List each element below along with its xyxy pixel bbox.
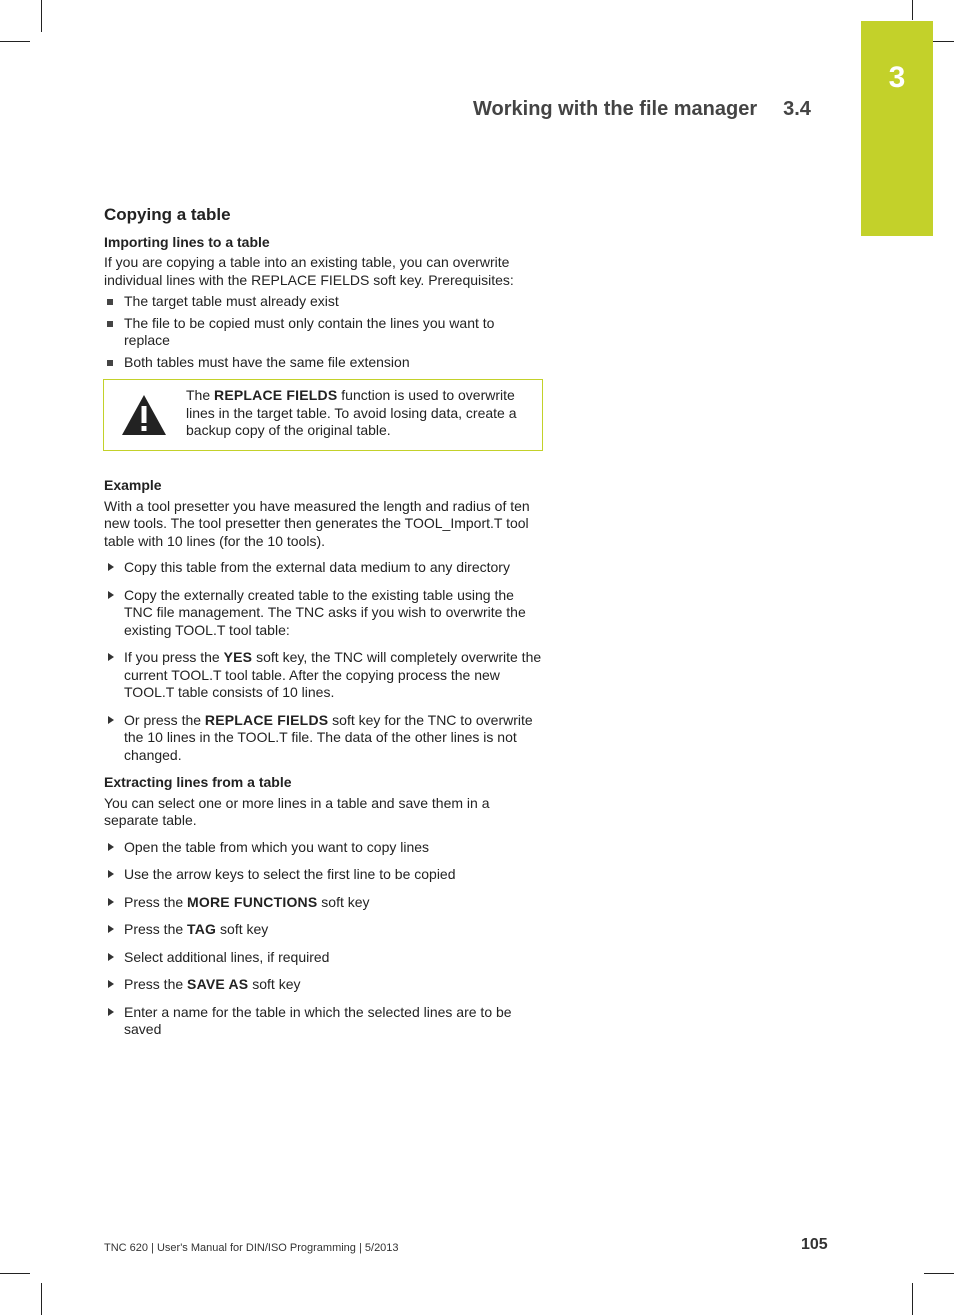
list-item: Press the SAVE AS soft key — [104, 976, 544, 994]
softkey-label: REPLACE FIELDS — [214, 387, 338, 403]
example-steps — [104, 559, 544, 764]
running-head — [473, 98, 811, 121]
example-title: Example — [104, 477, 162, 493]
extracting-intro: You can select one or more lines in a table and save them in a separate table. — [104, 794, 490, 828]
importing-title: Importing lines to a table — [104, 233, 270, 250]
list-item: Open the table from which you want to copy lines — [104, 839, 544, 857]
crop-mark — [41, 1283, 42, 1315]
chapter-tab — [861, 21, 933, 236]
softkey-label: SAVE AS — [187, 976, 249, 992]
chapter-number: 3 — [888, 61, 906, 94]
section-title: Working with the file manager — [473, 98, 758, 120]
crop-mark — [0, 41, 30, 42]
importing-intro: If you are copying a table into an existing table, you can overwrite individual lines with the REPLACE FIELDS soft key. Prerequisites: — [104, 254, 514, 288]
softkey-label: YES — [223, 649, 253, 665]
page-number: 105 — [801, 1236, 828, 1253]
list-item: Enter a name for the table in which the selected lines are to be saved — [104, 1004, 544, 1039]
main-content — [104, 206, 544, 1049]
crop-mark — [0, 1273, 30, 1274]
list-item: Both tables must have the same file extension — [104, 354, 544, 372]
list-item: Select additional lines, if required — [104, 949, 544, 967]
crop-mark — [912, 1283, 913, 1315]
extracting-steps — [104, 839, 544, 1039]
softkey-label: MORE FUNCTIONS — [187, 893, 318, 910]
softkey-label: REPLACE FIELDS — [204, 711, 329, 728]
example-intro: With a tool presetter you have measured the length and radius of ten new tools. The tool presetter then generates the TOOL_Import.T tool table with 10 lines (for the 10 tools). — [104, 497, 530, 549]
list-item: Press the TAG soft key — [104, 921, 544, 939]
list-item: If you press the YES soft key, the TNC will completely overwrite the current TOOL.T tool table. After the copying process the new TOOL.T table consists of 10 lines. — [104, 649, 544, 702]
softkey-label: TAG — [187, 921, 217, 937]
crop-mark — [41, 0, 42, 32]
extracting-title: Extracting lines from a table — [104, 774, 292, 790]
list-item: Copy this table from the external data medium to any directory — [104, 559, 544, 577]
list-item: The target table must already exist — [104, 293, 544, 311]
list-item: Use the arrow keys to select the first line to be copied — [104, 866, 544, 884]
prereq-list — [104, 293, 544, 371]
page-heading: Copying a table — [104, 205, 231, 224]
section-number: 3.4 — [783, 98, 811, 120]
footer-text: TNC 620 | User's Manual for DIN/ISO Programming | 5/2013 — [104, 1242, 399, 1254]
note-text: The REPLACE FIELDS function is used to overwrite lines in the target table. To avoid losing data, create a backup copy of the original table. — [186, 387, 517, 438]
warning-icon — [104, 380, 184, 450]
list-item: Press the MORE FUNCTIONS soft key — [104, 894, 544, 912]
list-item: Copy the externally created table to the existing table using the TNC file management. The TNC asks if you wish to overwrite the existing TOOL.T tool table: — [104, 587, 544, 640]
list-item: Or press the REPLACE FIELDS soft key for the TNC to overwrite the 10 lines in the TOOL.T file. The data of the other lines is not changed. — [104, 712, 544, 765]
warning-note — [103, 379, 543, 451]
crop-mark — [912, 0, 913, 20]
list-item: The file to be copied must only contain the lines you want to replace — [104, 315, 544, 350]
crop-mark — [924, 1273, 954, 1274]
